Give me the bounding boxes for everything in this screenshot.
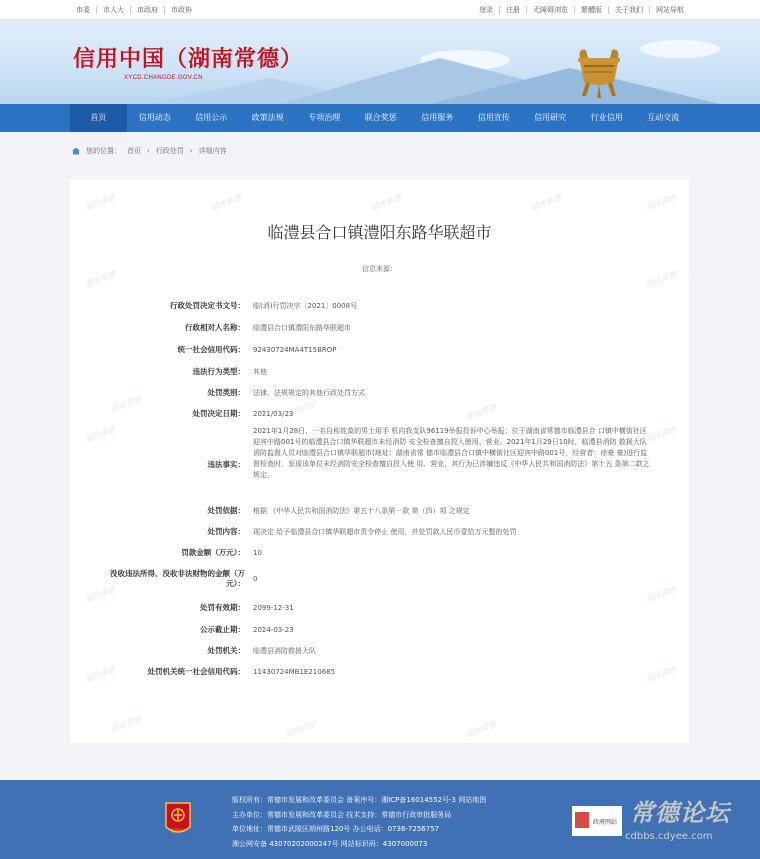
watermark-text: 湖南常德 [644,664,678,685]
page-title: 临澧县合口镇澧阳东路华联超市 [267,223,492,242]
field-violation-facts [70,426,689,481]
banner-cloud [640,40,720,58]
field-label: 处罚内容： [207,527,245,536]
top-link-shirenda[interactable]: 市人大 [96,6,130,14]
field-value: 法律、法规规定的其他行政处罚方式 [253,389,365,397]
field-value: 92430724MA4T15BROP [253,346,337,354]
top-link-shiwei[interactable]: 市委 [76,6,90,14]
field-label: 行政处罚决定书文号： [170,301,245,310]
field-penalty-content [70,527,689,538]
nav-credit-publicity[interactable]: 信用公示 [195,113,228,122]
main-nav [0,104,760,132]
info-source: 信息来源： [362,265,397,273]
field-confiscation-amount [70,569,689,589]
field-label: 处罚类别： [207,388,245,397]
watermark-text: 湖南常德 [464,402,498,423]
watermark-text: 湖南常德 [83,192,117,213]
nav-home[interactable]: 首页 [70,104,127,132]
field-credit-code [70,345,689,356]
top-left-links [70,0,198,20]
nav-credit-research[interactable]: 信用研究 [534,113,567,122]
watermark-text: 湖南常德 [209,192,243,213]
breadcrumb [72,146,230,156]
site-logo-title[interactable]: 信用中国（湖南常德） [73,47,304,72]
forum-url: cdbbs.cdyee.com [625,831,713,842]
site-footer [0,780,760,859]
field-label: 公示截止期： [200,625,245,634]
accessibility-link[interactable]: 无障碍浏览 [526,6,574,14]
gov-site-error-badge[interactable] [572,806,622,836]
nav-policies[interactable]: 政策法规 [251,113,284,122]
top-utility-bar [0,0,760,20]
field-value: 2021/03/23 [253,410,294,418]
traditional-chinese-link[interactable]: 繁體版 [574,6,608,14]
watermark-text: 湖南常德 [83,269,117,290]
bronze-ding-icon [572,44,626,100]
watermark-text: 湖南常德 [644,269,678,290]
watermark-text: 湖南常德 [83,584,117,605]
field-party-name [70,323,689,334]
field-value: 2099-12-31 [253,604,294,612]
breadcrumb-prefix: 您的位置： [86,147,121,155]
site-banner [0,20,760,104]
field-value: 现决定 给予临澧县合口镇华联超市责令停止 使用，并处罚款人民币壹拾万元整的处罚 [253,528,517,536]
badge-label: 党政机关 [170,828,186,833]
watermark-text: 湖南常德 [109,714,143,735]
footer-info [232,793,486,851]
watermark-text: 湖南常德 [109,394,143,415]
nav-credit-news[interactable]: 信用动态 [138,113,171,122]
nav-industry-credit[interactable]: 行业信用 [590,113,623,122]
field-value: 11430724MB1E210685 [253,668,336,676]
field-value: 2021年1月28日，一名自称姓莫的男士用手 机向我支队96119举报投诉中心举报；位于湖南省常德市临澧县合 口镇中横街社区迎宾中路001号的临澧县合口镇华联超市未经消防 安全检查擅自投入使用、营业。2021年1月29日10时，临澧县消防 救援大队消防监督人员对临澧县合口镇华联超市(地址：湖南省常 德市临澧县合口镇中横街社区迎宾中路001号，经营者：徐豪 豪)进行监督检查时，发现该单位未经消防安全检查擅自投入使 用、营业，其行为已涉嫌违反《中华人民共和国消防法》第十五 条第二款之规定。 [253,427,650,479]
field-value: 临澧县合口镇澧阳东路华联超市 [253,324,351,332]
field-label: 罚款金额（万元）： [181,548,245,557]
field-authority-credit-code [70,667,689,678]
field-value: 其他 [253,368,267,376]
field-publicity-deadline [70,625,689,636]
field-label: 违法事实： [207,460,245,469]
breadcrumb-home[interactable]: 首页 [127,147,141,155]
about-us-link[interactable]: 关于我们 [608,6,649,14]
watermark-text: 湖南常德 [529,192,563,213]
site-domain: XYCD.CHANGDE.GOV.CN [124,75,203,81]
field-penalty-basis [70,506,689,517]
field-label: 没收违法所得、没收非法财物的金额（万元）： [110,569,245,588]
field-violation-type [70,367,689,378]
footer-line-security: 湘公网安备 43070202000247号 网站标识码：4307000073 [232,839,428,848]
party-government-badge-icon[interactable] [163,801,193,839]
field-decision-date [70,409,689,420]
nav-credit-promotion[interactable]: 信用宣传 [477,113,510,122]
breadcrumb-current: 详细内容 [198,147,227,155]
watermark-text: 湖南常德 [644,192,678,213]
nav-interaction[interactable]: 互动交流 [647,113,680,122]
breadcrumb-admin-penalty[interactable]: 行政处罚 [155,147,184,155]
field-value: 临(消)行罚决字〔2021〕0008号 [253,302,358,310]
gov-site-badge-label: 政府网站 [592,819,618,826]
forum-watermark: 常德论坛 [630,799,730,827]
field-value: 2024-03-23 [253,626,294,634]
nav-joint-rewards[interactable]: 联合奖惩 [364,113,397,122]
field-penalty-category [70,388,689,399]
field-fine-amount [70,548,689,559]
watermark-text: 湖南常德 [83,424,117,445]
field-label: 统一社会信用代码： [177,345,245,354]
nav-credit-services[interactable]: 信用服务 [421,113,454,122]
field-value: 0 [253,575,258,583]
top-link-shizhengxie[interactable]: 市政协 [164,6,198,14]
field-label: 违法行为类型： [192,367,245,376]
watermark-text: 湖南常德 [464,719,498,740]
footer-line-address: 单位地址：常德市武陵区朗州路120号 办公电话：0736-7256757 [232,825,440,833]
breadcrumb-separator: › [189,147,193,155]
watermark-text: 湖南常德 [284,719,318,740]
field-penalty-authority [70,646,689,657]
field-decision-number [70,301,689,312]
field-validity [70,603,689,614]
watermark-text: 湖南常德 [644,424,678,445]
field-label: 行政相对人名称： [185,323,245,332]
detail-panel [70,179,689,743]
field-label: 处罚机关统一社会信用代码： [147,667,245,676]
watermark-text: 湖南常德 [284,399,318,420]
field-label: 处罚依据： [207,506,245,515]
watermark-text: 湖南常德 [83,664,117,685]
field-label: 处罚决定日期： [192,409,245,418]
top-link-shizhengfu[interactable]: 市政府 [130,6,164,14]
footer-line-copyright: 版权所有：常德市发展和改革委员会 备案序号：湘ICP备16014552号-3 网站地图 [232,796,487,804]
nav-special-governance[interactable]: 专项治理 [308,113,341,122]
field-value: 10 [253,549,262,557]
field-label: 处罚机关： [207,646,245,655]
field-value: 根据 《中华人民共和国消防法》第五十八条第一款 第（四）项 之规定 [253,507,470,515]
field-value: 临澧县消防救援大队 [253,647,316,655]
home-icon [72,147,80,155]
breadcrumb-separator: › [147,147,150,155]
register-link[interactable]: 注册 [499,6,526,14]
login-link[interactable]: 登录 [479,6,493,14]
footer-line-organizer: 主办单位：常德市发展和改革委员会 技术支持：常德市行政审批服务局 [232,810,452,819]
gov-site-badge-icon [572,806,622,836]
top-right-links [473,0,690,20]
field-label: 处罚有效期： [200,603,245,612]
site-nav-link[interactable]: 网站导航 [649,6,690,14]
watermark-text: 湖南常德 [369,192,403,213]
watermark-text: 湖南常德 [644,584,678,605]
